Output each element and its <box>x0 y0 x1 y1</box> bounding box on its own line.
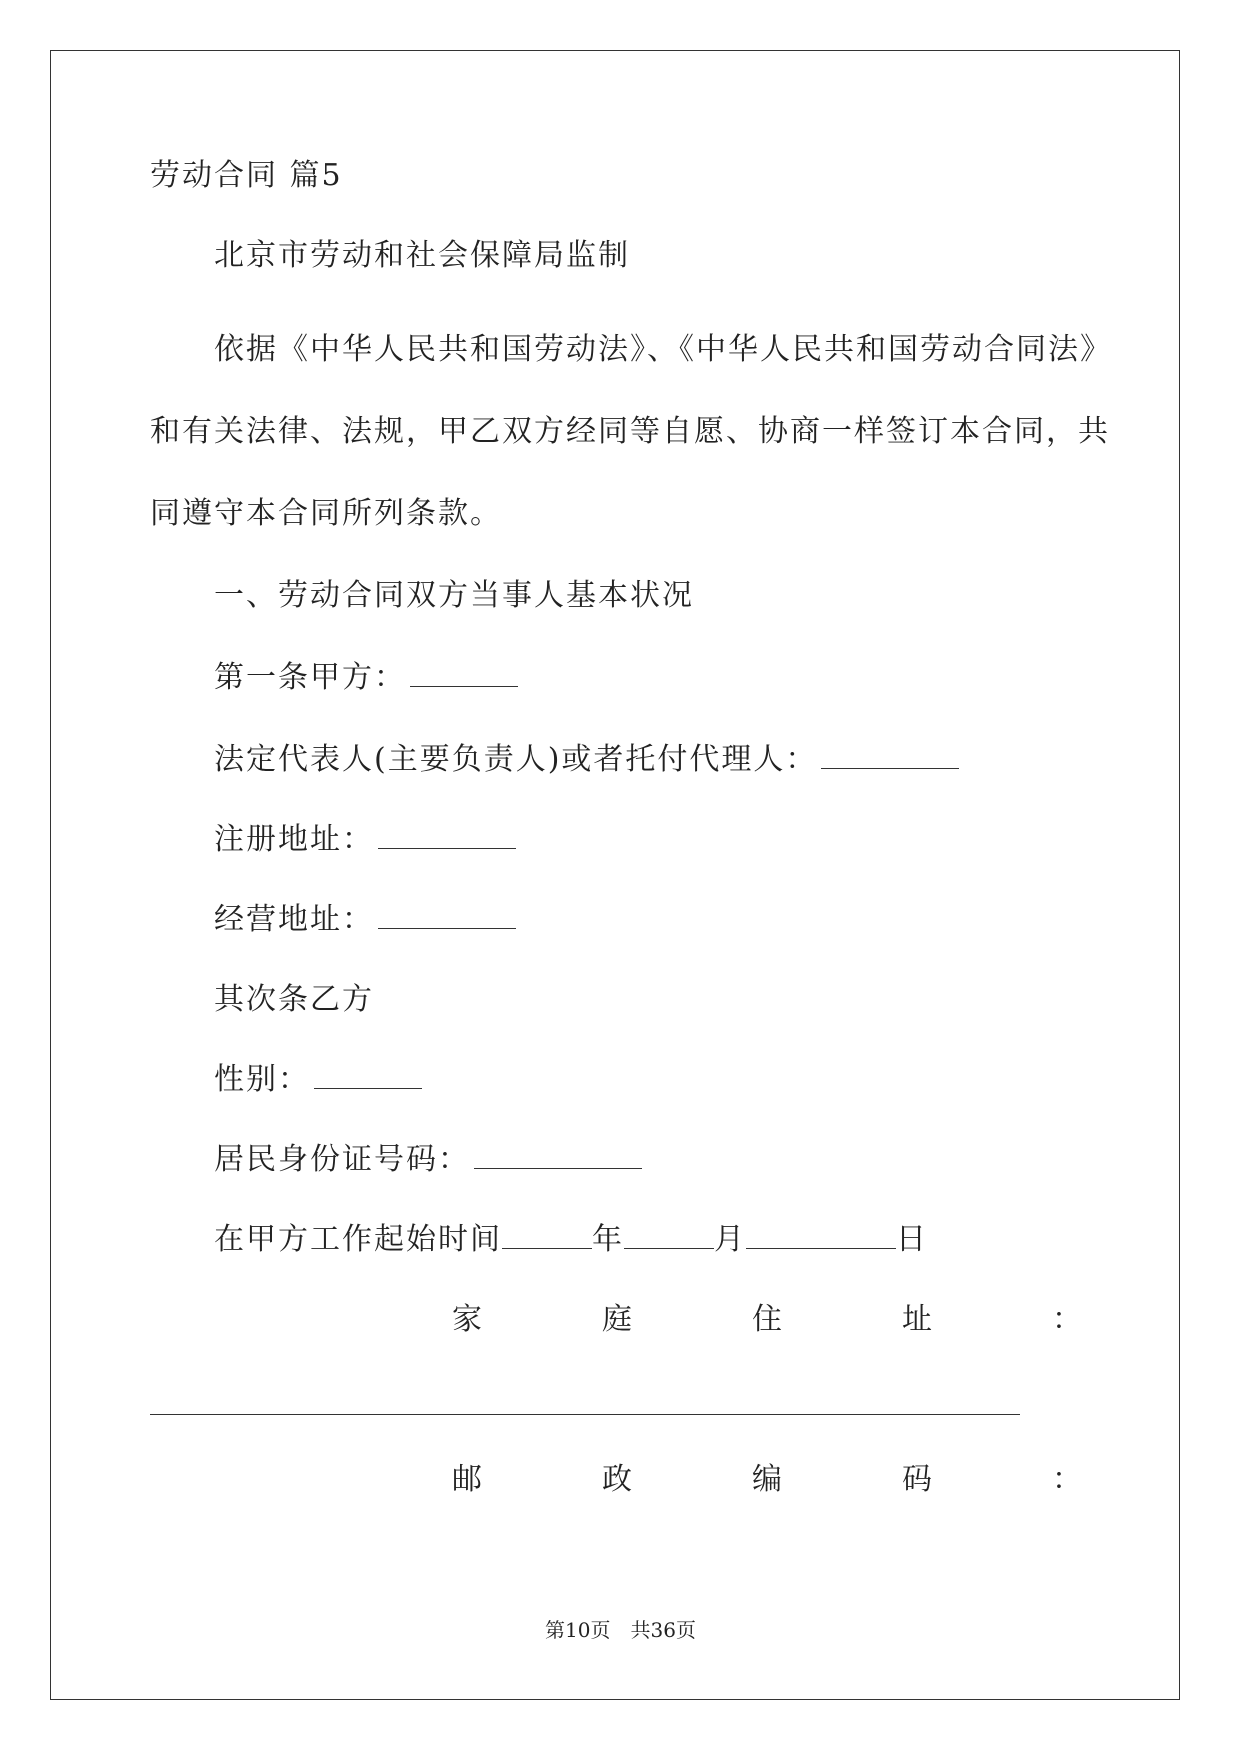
intro-line-2: 和有关法律、法规，甲乙双方经同等自愿、协商一样签订本合同，共 <box>150 414 1110 449</box>
day-blank[interactable] <box>746 1222 896 1249</box>
home-address-colon: ： <box>1052 1302 1082 1337</box>
postal-code-colon: ： <box>1052 1462 1082 1497</box>
page-heading: 劳动合同 篇5 <box>150 158 343 193</box>
supervisor-line: 北京市劳动和社会保障局监制 <box>214 238 630 273</box>
home-address-char-1: 家 <box>452 1302 482 1337</box>
intro-line-1: 依据《中华人民共和国劳动法》、《中华人民共和国劳动合同法》 <box>214 332 1112 367</box>
biz-address-label: 经营地址： <box>214 902 374 937</box>
reg-address-label: 注册地址： <box>214 822 374 857</box>
reg-address-blank[interactable] <box>378 822 516 849</box>
postal-code-char-1: 邮 <box>452 1462 482 1497</box>
legal-rep-field <box>214 740 959 780</box>
gender-label: 性别： <box>214 1062 310 1097</box>
biz-address-field <box>214 900 516 940</box>
day-label: 日 <box>896 1222 928 1257</box>
party-b-heading: 其次条乙方 <box>214 982 374 1017</box>
gender-blank[interactable] <box>314 1062 422 1089</box>
month-label: 月 <box>714 1222 746 1257</box>
month-blank[interactable] <box>624 1222 714 1249</box>
start-time-label: 在甲方工作起始时间 <box>214 1222 502 1257</box>
year-label: 年 <box>592 1222 624 1257</box>
home-address-char-2: 庭 <box>602 1302 632 1337</box>
start-time-field <box>214 1220 928 1260</box>
home-address-blank[interactable] <box>150 1414 1020 1415</box>
page-border <box>50 50 1180 1700</box>
reg-address-field <box>214 820 516 860</box>
intro-line-3: 同遵守本合同所列条款。 <box>150 496 502 531</box>
page-footer: 第10页 共36页 <box>545 1618 696 1642</box>
id-number-blank[interactable] <box>474 1142 642 1169</box>
home-address-char-4: 址 <box>902 1302 932 1337</box>
party-a-blank[interactable] <box>410 660 518 687</box>
home-address-char-3: 住 <box>752 1302 782 1337</box>
year-blank[interactable] <box>502 1222 592 1249</box>
biz-address-blank[interactable] <box>378 902 516 929</box>
party-a-label: 第一条甲方： <box>214 660 406 695</box>
section-heading: 一、劳动合同双方当事人基本状况 <box>214 578 694 613</box>
gender-field <box>214 1060 422 1100</box>
legal-rep-blank[interactable] <box>821 742 959 769</box>
party-a-field <box>214 658 518 698</box>
id-number-field <box>214 1140 642 1180</box>
postal-code-char-3: 编 <box>752 1462 782 1497</box>
postal-code-char-2: 政 <box>602 1462 632 1497</box>
id-number-label: 居民身份证号码： <box>214 1142 470 1177</box>
legal-rep-label: 法定代表人(主要负责人)或者托付代理人： <box>214 742 818 777</box>
postal-code-char-4: 码 <box>902 1462 932 1497</box>
